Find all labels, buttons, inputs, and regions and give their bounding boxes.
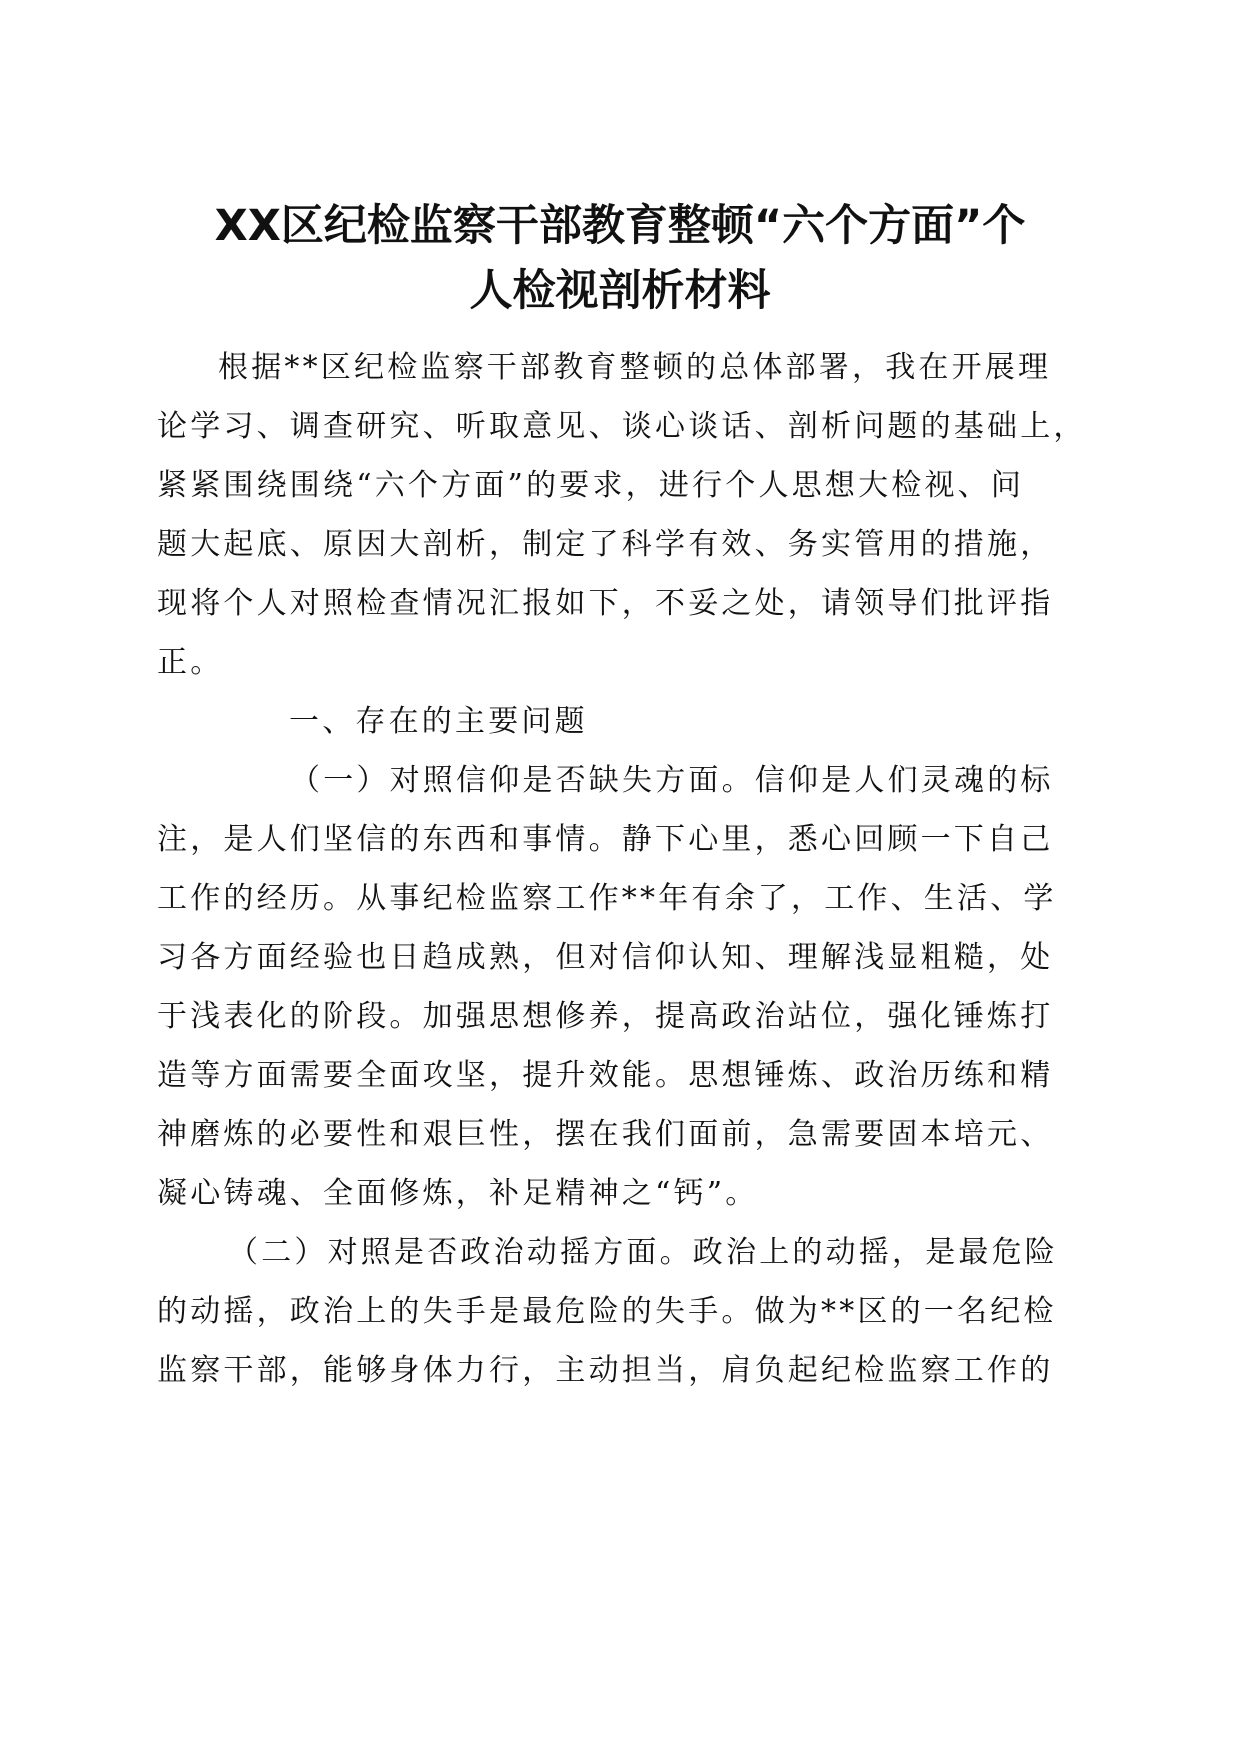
body-line: 习各方面经验也日趋成熟，但对信仰认知、理解浅显粗糙，处 [157, 940, 1054, 975]
body-line: 论学习、调查研究、听取意见、谈心谈话、剖析问题的基础上， [157, 409, 1087, 444]
body-line: 现将个人对照检查情况汇报如下，不妥之处，请领导们批评指 [157, 586, 1054, 621]
document-title-line-2: 人检视剖析材料 [469, 266, 771, 316]
body-line: 神磨炼的必要性和艰巨性，摆在我们面前，急需要固本培元、 [157, 1117, 1054, 1152]
body-line: 造等方面需要全面攻坚，提升效能。思想锤炼、政治历练和精 [157, 1058, 1054, 1093]
body-line: 正。 [157, 645, 224, 680]
subsection-heading: （一）对照信仰是否缺失方面。信仰是人们灵魂的标 [290, 763, 1054, 798]
body-line: 凝心铸魂、全面修炼，补足精神之“钙”。 [157, 1176, 759, 1211]
body-line: 紧紧围绕围绕“六个方面”的要求，进行个人思想大检视、问 [157, 468, 1025, 503]
body-line: 题大起底、原因大剖析，制定了科学有效、务实管用的措施， [157, 527, 1054, 562]
body-line: 监察干部，能够身体力行，主动担当，肩负起纪检监察工作的 [157, 1353, 1054, 1388]
body-line: 注，是人们坚信的东西和事情。静下心里，悉心回顾一下自己 [157, 822, 1054, 857]
subsection-heading: （二）对照是否政治动摇方面。政治上的动摇，是最危险 [228, 1235, 1058, 1270]
body-line: 根据**区纪检监察干部教育整顿的总体部署，我在开展理 [218, 350, 1052, 385]
body-line: 的动摇，政治上的失手是最危险的失手。做为**区的一名纪检 [157, 1294, 1057, 1329]
body-line: 于浅表化的阶段。加强思想修养，提高政治站位，强化锤炼打 [157, 999, 1054, 1034]
document-title-line-1: XX区纪检监察干部教育整顿“六个方面”个 [214, 201, 1026, 251]
body-line: 工作的经历。从事纪检监察工作**年有余了，工作、生活、学 [157, 881, 1057, 916]
section-heading: 一、存在的主要问题 [289, 704, 588, 739]
